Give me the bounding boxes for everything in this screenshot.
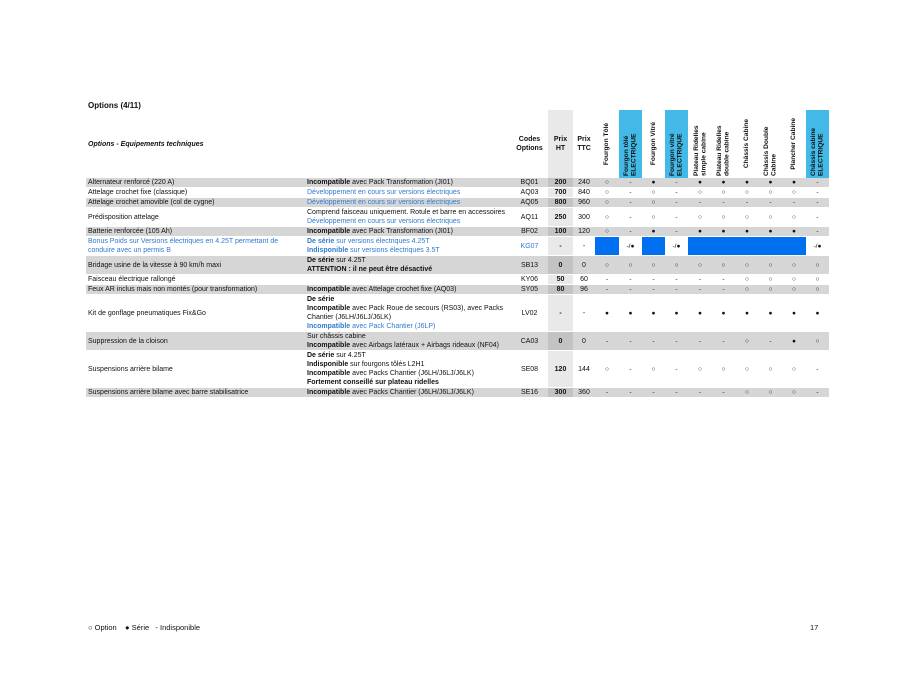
availability-mark: -/● xyxy=(619,237,642,256)
availability-mark: - xyxy=(688,198,712,208)
description-text: avec Pack Transformation (JI01) xyxy=(350,228,453,235)
option-code: SB13 xyxy=(511,256,548,275)
availability-mark: - xyxy=(595,285,619,295)
option-description xyxy=(305,256,511,275)
table-row xyxy=(86,227,829,237)
availability-mark: - xyxy=(712,275,735,285)
table-row xyxy=(86,178,829,188)
availability-mark: ○ xyxy=(759,256,782,275)
model-header: Fourgon Vitré xyxy=(649,122,657,166)
availability-mark: ● xyxy=(595,295,619,332)
option-name: Suspensions arrière bilame avec barre stabilisatrice xyxy=(86,388,305,398)
availability-mark: ○ xyxy=(665,256,688,275)
model-header: Châssis Cabine xyxy=(743,119,751,169)
option-code: KG07 xyxy=(511,237,548,256)
availability-mark: ○ xyxy=(688,188,712,198)
availability-mark: - xyxy=(619,388,642,398)
availability-mark: ○ xyxy=(806,275,829,285)
desc-header xyxy=(305,110,511,178)
availability-mark: - xyxy=(782,198,806,208)
availability-mark: - xyxy=(619,188,642,198)
option-name: Suspensions arrière bilame xyxy=(86,351,305,388)
price-ttc: - xyxy=(573,237,595,256)
description-line xyxy=(307,227,509,236)
price-ht: 0 xyxy=(548,332,573,351)
availability-mark: - xyxy=(595,275,619,285)
availability-mark xyxy=(759,237,782,256)
availability-mark: ○ xyxy=(735,208,759,227)
availability-mark: ○ xyxy=(782,275,806,285)
option-code: SY05 xyxy=(511,285,548,295)
availability-mark: - xyxy=(619,285,642,295)
model-header: Plancher Cabine xyxy=(790,118,798,170)
model-header: Fourgon tôlé ELECTRIQUE xyxy=(619,110,642,178)
price-ttc: 300 xyxy=(573,208,595,227)
availability-mark: ● xyxy=(642,178,665,188)
option-code: SE08 xyxy=(511,351,548,388)
description-text: sur versions électriques 4.25T xyxy=(334,238,430,245)
availability-mark: ● xyxy=(619,295,642,332)
availability-mark: ● xyxy=(712,295,735,332)
option-code: SE16 xyxy=(511,388,548,398)
availability-mark: ● xyxy=(688,295,712,332)
description-text: Comprend faisceau uniquement. Rotule et barre en accessoires xyxy=(307,209,506,216)
availability-mark: ○ xyxy=(595,351,619,388)
availability-mark: - xyxy=(619,332,642,351)
availability-mark: ● xyxy=(642,295,665,332)
availability-mark: ● xyxy=(782,295,806,332)
model-header: Châssis cabine ELECTRIQUE xyxy=(806,110,829,178)
availability-mark: - xyxy=(642,285,665,295)
option-code: KY06 xyxy=(511,275,548,285)
description-line xyxy=(307,369,509,378)
availability-mark: - xyxy=(806,351,829,388)
description-text: ATTENTION : il ne peut être désactivé xyxy=(307,266,433,273)
availability-mark: ○ xyxy=(735,188,759,198)
availability-mark: - xyxy=(735,198,759,208)
availability-mark: ○ xyxy=(735,256,759,275)
description-line xyxy=(307,198,509,207)
availability-mark: ○ xyxy=(619,256,642,275)
price-ttc: 960 xyxy=(573,198,595,208)
availability-mark: - xyxy=(665,188,688,198)
section-title: Options - Equipements techniques xyxy=(88,140,204,148)
price-ttc: 0 xyxy=(573,256,595,275)
description-line xyxy=(307,256,509,265)
availability-mark: ○ xyxy=(688,256,712,275)
option-code: CA03 xyxy=(511,332,548,351)
availability-mark: ○ xyxy=(642,351,665,388)
availability-mark: - xyxy=(806,227,829,237)
option-description xyxy=(305,208,511,227)
option-name: Faisceau électrique rallongé xyxy=(86,275,305,285)
table-row xyxy=(86,237,829,256)
availability-mark: ○ xyxy=(759,351,782,388)
option-code: AQ11 xyxy=(511,208,548,227)
price-ht: 250 xyxy=(548,208,573,227)
availability-mark: ● xyxy=(782,227,806,237)
table-row xyxy=(86,208,829,227)
price-ttc: 0 xyxy=(573,332,595,351)
availability-mark: ○ xyxy=(688,351,712,388)
option-description xyxy=(305,275,511,285)
availability-mark: - xyxy=(688,285,712,295)
availability-mark: ○ xyxy=(595,178,619,188)
availability-mark: - xyxy=(806,388,829,398)
availability-mark: ○ xyxy=(595,256,619,275)
availability-mark: ○ xyxy=(806,285,829,295)
price-ht: 700 xyxy=(548,188,573,198)
availability-mark: - xyxy=(688,275,712,285)
availability-mark: ○ xyxy=(642,188,665,198)
availability-mark: - xyxy=(688,388,712,398)
availability-mark: - xyxy=(619,198,642,208)
option-name: Feux AR inclus mais non montés (pour transformation) xyxy=(86,285,305,295)
availability-mark: - xyxy=(665,178,688,188)
price-ht: 100 xyxy=(548,227,573,237)
description-text: Incompatible xyxy=(307,370,351,377)
description-text: Incompatible xyxy=(307,286,351,293)
availability-mark: ○ xyxy=(782,188,806,198)
availability-mark: ● xyxy=(688,227,712,237)
description-text: De série xyxy=(307,238,335,245)
table-row xyxy=(86,285,829,295)
page-title: Options (4/11) xyxy=(88,101,141,110)
availability-mark: ○ xyxy=(735,351,759,388)
description-text: De série xyxy=(307,296,335,303)
model-header: Fourgon Tôlé xyxy=(603,122,611,166)
description-text: Sur châssis cabine xyxy=(307,333,366,340)
availability-mark: - xyxy=(712,285,735,295)
option-description xyxy=(305,198,511,208)
description-line xyxy=(307,388,509,397)
availability-mark: - xyxy=(712,332,735,351)
availability-mark: ● xyxy=(759,227,782,237)
description-line xyxy=(307,208,509,217)
price-ht: 80 xyxy=(548,285,573,295)
option-code: BF02 xyxy=(511,227,548,237)
description-line xyxy=(307,332,509,341)
description-text: avec Attelage crochet fixe (AQ03) xyxy=(350,286,457,293)
description-line xyxy=(307,295,509,304)
availability-mark: ○ xyxy=(595,188,619,198)
description-text: avec Packs Chantier (J6LH/J6LJ/J6LK) xyxy=(350,389,474,396)
availability-mark: - xyxy=(665,351,688,388)
table-row xyxy=(86,198,829,208)
availability-mark xyxy=(595,237,619,256)
price-ttc: 840 xyxy=(573,188,595,198)
table-row xyxy=(86,275,829,285)
availability-mark: ○ xyxy=(595,227,619,237)
availability-mark: ● xyxy=(759,178,782,188)
availability-mark: ● xyxy=(759,295,782,332)
availability-mark xyxy=(735,237,759,256)
option-name: Bridage usine de la vitesse à 90 km/h maxi xyxy=(86,256,305,275)
availability-mark: - xyxy=(688,332,712,351)
model-header: Châssis Double Cabine xyxy=(763,126,778,176)
description-text: Incompatible xyxy=(307,389,351,396)
description-line xyxy=(307,246,509,255)
availability-mark: ● xyxy=(688,178,712,188)
availability-mark: - xyxy=(665,275,688,285)
description-line xyxy=(307,378,509,387)
availability-mark: ○ xyxy=(735,388,759,398)
option-description xyxy=(305,351,511,388)
price-ht: 120 xyxy=(548,351,573,388)
price-ttc: 120 xyxy=(573,227,595,237)
price-ht: 200 xyxy=(548,178,573,188)
option-description xyxy=(305,188,511,198)
description-text: Incompatible xyxy=(307,305,351,312)
availability-mark: ○ xyxy=(735,332,759,351)
availability-mark: - xyxy=(806,178,829,188)
table-row xyxy=(86,351,829,388)
option-description xyxy=(305,285,511,295)
description-text: sur 4.25T xyxy=(334,257,366,264)
table-row xyxy=(86,256,829,275)
option-name: Suppression de la cloison xyxy=(86,332,305,351)
availability-mark xyxy=(782,237,806,256)
availability-mark: ○ xyxy=(759,208,782,227)
option-code: AQ05 xyxy=(511,198,548,208)
availability-mark: ● xyxy=(806,295,829,332)
description-text: avec Packs Chantier (J6LH/J6LJ/J6LK) xyxy=(350,370,474,377)
price-ttc: 360 xyxy=(573,388,595,398)
price-ht: 300 xyxy=(548,388,573,398)
price-ttc: 96 xyxy=(573,285,595,295)
availability-mark: - xyxy=(712,388,735,398)
model-header: Plateau Ridelles double cabine xyxy=(716,125,731,176)
availability-mark: ○ xyxy=(688,208,712,227)
option-code: BQ01 xyxy=(511,178,548,188)
price-ttc: 60 xyxy=(573,275,595,285)
page-number: 17 xyxy=(810,623,819,632)
table-row xyxy=(86,332,829,351)
price-ttc: 144 xyxy=(573,351,595,388)
availability-mark: ● xyxy=(782,178,806,188)
option-name: Kit de gonflage pneumatiques Fix&Go xyxy=(86,295,305,332)
availability-mark: -/● xyxy=(665,237,688,256)
codes-header: Codes Options xyxy=(516,136,543,152)
availability-mark: ○ xyxy=(806,256,829,275)
prix-ttc-header: Prix TTC xyxy=(577,136,591,152)
option-description xyxy=(305,295,511,332)
description-text: Fortement conseillé sur plateau ridelles xyxy=(307,379,439,386)
price-ht: 800 xyxy=(548,198,573,208)
description-text: sur fourgons tôlés L2H1 xyxy=(348,361,425,368)
availability-mark: - xyxy=(642,332,665,351)
option-description xyxy=(305,227,511,237)
option-description xyxy=(305,237,511,256)
availability-mark: - xyxy=(806,188,829,198)
price-ht: 0 xyxy=(548,256,573,275)
option-description xyxy=(305,388,511,398)
availability-mark: - xyxy=(665,388,688,398)
description-text: Incompatible xyxy=(307,179,351,186)
description-text: De série xyxy=(307,257,335,264)
option-description xyxy=(305,332,511,351)
description-line xyxy=(307,322,509,331)
availability-mark: - xyxy=(619,178,642,188)
availability-mark: - xyxy=(665,198,688,208)
availability-mark: - xyxy=(619,351,642,388)
description-text: sur 4.25T xyxy=(334,352,366,359)
availability-mark: ○ xyxy=(712,256,735,275)
availability-mark: ○ xyxy=(595,198,619,208)
availability-mark xyxy=(712,237,735,256)
availability-mark: ○ xyxy=(782,351,806,388)
availability-mark: - xyxy=(642,275,665,285)
availability-mark: ● xyxy=(782,332,806,351)
description-line xyxy=(307,237,509,246)
description-text: Développement en cours sur versions électriques xyxy=(307,189,461,196)
availability-mark: ○ xyxy=(712,208,735,227)
availability-mark: - xyxy=(759,332,782,351)
description-text: Développement en cours sur versions électriques xyxy=(307,199,461,206)
availability-mark: - xyxy=(806,198,829,208)
description-line xyxy=(307,265,509,274)
availability-mark: ● xyxy=(712,227,735,237)
availability-mark: - xyxy=(759,198,782,208)
availability-mark: - xyxy=(595,388,619,398)
availability-mark: - xyxy=(619,208,642,227)
description-text: avec Pack Transformation (JI01) xyxy=(350,179,453,186)
description-line xyxy=(307,360,509,369)
availability-mark: ● xyxy=(642,227,665,237)
table-row xyxy=(86,388,829,398)
legend: ○ Option ● Série - Indisponible xyxy=(88,623,201,632)
option-code: LV02 xyxy=(511,295,548,332)
description-line xyxy=(307,188,509,197)
description-line xyxy=(307,217,509,226)
description-text: avec Pack Chantier (J6LP) xyxy=(350,323,436,330)
description-text: Incompatible xyxy=(307,323,351,330)
availability-mark: ○ xyxy=(642,198,665,208)
availability-mark: ○ xyxy=(759,188,782,198)
availability-mark: ● xyxy=(735,227,759,237)
option-name: Bonus Poids sur Versions électriques en 4.25T permettant de conduire avec un permis B xyxy=(86,237,305,256)
availability-mark: ● xyxy=(735,295,759,332)
description-text: Développement en cours sur versions électriques xyxy=(307,218,461,225)
availability-mark: ○ xyxy=(642,208,665,227)
availability-mark: ● xyxy=(712,178,735,188)
availability-mark: ○ xyxy=(806,332,829,351)
availability-mark: ○ xyxy=(712,188,735,198)
availability-mark: ○ xyxy=(782,388,806,398)
availability-mark: - xyxy=(665,208,688,227)
option-description xyxy=(305,178,511,188)
description-text: Indisponible xyxy=(307,361,349,368)
availability-mark: - xyxy=(642,388,665,398)
option-name: Batterie renforcée (105 Ah) xyxy=(86,227,305,237)
prix-ht-header: Prix HT xyxy=(548,110,573,178)
availability-mark: - xyxy=(619,227,642,237)
description-text: Incompatible xyxy=(307,228,351,235)
description-text: Incompatible xyxy=(307,342,351,349)
description-text: Indisponible xyxy=(307,247,349,254)
price-ttc: 240 xyxy=(573,178,595,188)
availability-mark: ● xyxy=(665,295,688,332)
description-line xyxy=(307,304,509,322)
availability-mark: ○ xyxy=(595,208,619,227)
option-name: Attelage crochet fixe (classique) xyxy=(86,188,305,198)
availability-mark: ○ xyxy=(642,256,665,275)
model-header: Fourgon vitré ELECTRIQUE xyxy=(665,110,688,178)
description-line xyxy=(307,351,509,360)
price-ht: - xyxy=(548,295,573,332)
option-name: Alternateur renforcé (220 A) xyxy=(86,178,305,188)
availability-mark: ● xyxy=(735,178,759,188)
price-ttc: - xyxy=(573,295,595,332)
table-row xyxy=(86,295,829,332)
availability-mark: ○ xyxy=(712,351,735,388)
table-row xyxy=(86,188,829,198)
availability-mark: ○ xyxy=(759,275,782,285)
availability-mark: ○ xyxy=(735,285,759,295)
table-header xyxy=(86,110,829,178)
availability-mark: ○ xyxy=(759,285,782,295)
description-line xyxy=(307,178,509,187)
description-text: sur versions électriques 3.5T xyxy=(348,247,440,254)
availability-mark: ○ xyxy=(735,275,759,285)
description-line xyxy=(307,341,509,350)
availability-mark: - xyxy=(619,275,642,285)
availability-mark: ○ xyxy=(782,256,806,275)
options-table xyxy=(86,110,829,398)
description-text: avec Pack Roue de secours (RS03), avec Packs Chantier (J6LH/J6LJ/J6LK) xyxy=(307,305,504,321)
availability-mark: ○ xyxy=(782,208,806,227)
price-ht: - xyxy=(548,237,573,256)
availability-mark xyxy=(688,237,712,256)
description-text: avec Airbags latéraux + Airbags rideaux (NF04) xyxy=(350,342,500,349)
price-ht: 50 xyxy=(548,275,573,285)
option-name: Prédisposition attelage xyxy=(86,208,305,227)
option-code: AQ03 xyxy=(511,188,548,198)
availability-mark: - xyxy=(665,227,688,237)
description-text: De série xyxy=(307,352,335,359)
availability-mark: - xyxy=(712,198,735,208)
model-header: Plateau Ridelles simple cabine xyxy=(692,125,707,176)
description-line xyxy=(307,285,509,294)
availability-mark: - xyxy=(665,285,688,295)
availability-mark: ○ xyxy=(759,388,782,398)
availability-mark: -/● xyxy=(806,237,829,256)
availability-mark: - xyxy=(595,332,619,351)
option-name: Attelage crochet amovible (col de cygne) xyxy=(86,198,305,208)
availability-mark: ○ xyxy=(782,285,806,295)
availability-mark: - xyxy=(665,332,688,351)
availability-mark xyxy=(642,237,665,256)
availability-mark: - xyxy=(806,208,829,227)
